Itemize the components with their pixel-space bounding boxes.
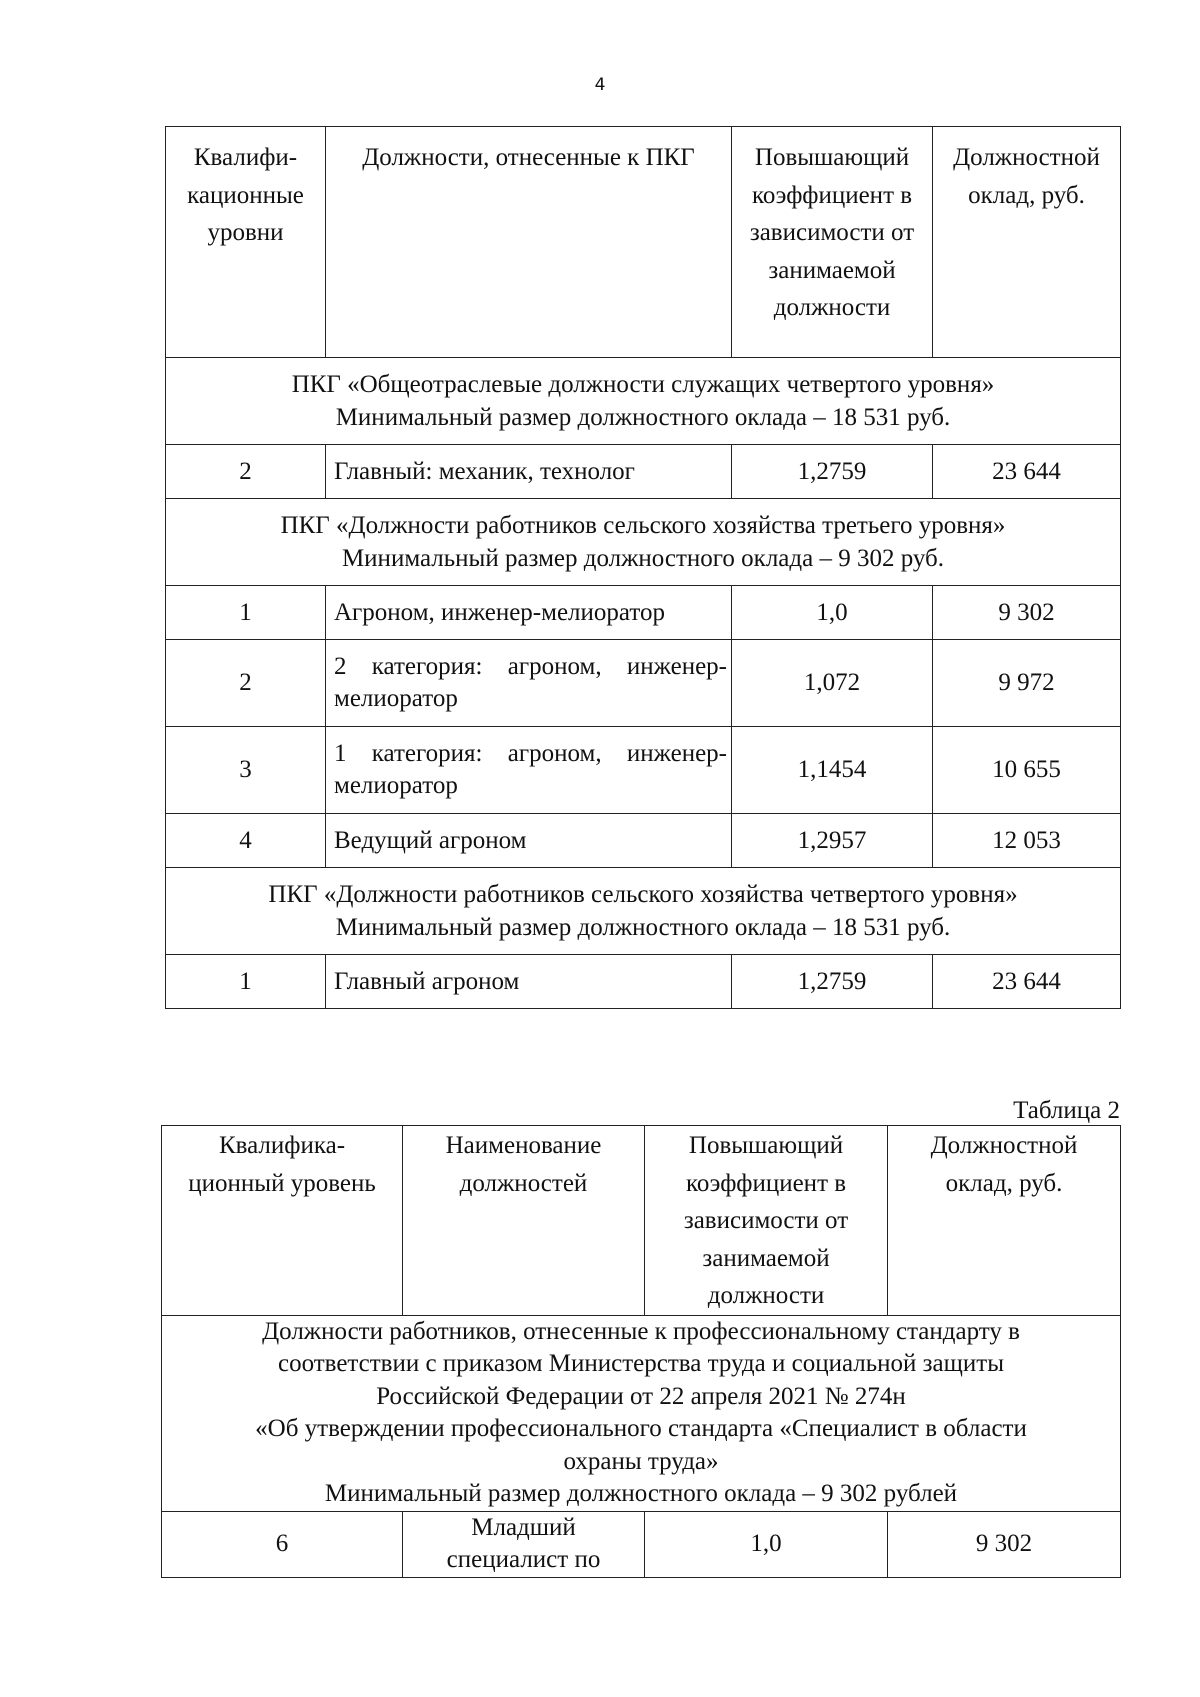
cell-salary: 23 644 bbox=[933, 445, 1121, 499]
cell-level: 6 bbox=[162, 1511, 403, 1577]
table-row bbox=[166, 586, 1121, 640]
cell-coefficient: 1,2759 bbox=[732, 955, 933, 1009]
table-row bbox=[166, 814, 1121, 868]
cell-level: 4 bbox=[166, 814, 326, 868]
cell-salary: 9 302 bbox=[933, 586, 1121, 640]
cell-coefficient: 1,2759 bbox=[732, 445, 933, 499]
cell-position: Главный агроном bbox=[326, 955, 732, 1009]
cell-position: 1 категория: агроном, инженер-мелиоратор bbox=[326, 727, 732, 814]
section-line: соответствии с приказом Министерства труда и социальной защиты bbox=[277, 1350, 1005, 1377]
cell-salary: 23 644 bbox=[933, 955, 1121, 1009]
table-2-caption: Таблица 2 bbox=[1013, 1097, 1120, 1124]
table-row bbox=[166, 727, 1121, 814]
section-line: Должности работников, отнесенные к профессиональному стандарту в bbox=[262, 1317, 1020, 1345]
cell-level: 3 bbox=[166, 727, 326, 814]
table-header-row bbox=[162, 1126, 1121, 1316]
table-1 bbox=[165, 126, 1121, 1009]
cell-salary: 12 053 bbox=[933, 814, 1121, 868]
section-line: Российской Федерации от 22 апреля 2021 № 274н bbox=[376, 1382, 906, 1410]
cell-coefficient: 1,072 bbox=[732, 640, 933, 727]
cell-salary: 10 655 bbox=[933, 727, 1121, 814]
group-min-salary: Минимальный размер должностного оклада – 9 302 руб. bbox=[341, 545, 945, 572]
table-2 bbox=[161, 1125, 1121, 1578]
section-line: Минимальный размер должностного оклада – 9 302 рублей bbox=[324, 1480, 958, 1507]
header-positions: Должности, отнесенные к ПКГ bbox=[326, 127, 732, 358]
cell-position: 2 категория: агроном, инженер-мелиоратор bbox=[326, 640, 732, 727]
group-title: ПКГ «Должности работников сельского хозяйства четвертого уровня» bbox=[268, 881, 1018, 908]
header-position-names: Наименование должностей bbox=[403, 1126, 645, 1316]
cell-salary: 9 302 bbox=[888, 1511, 1121, 1577]
page-number: 4 bbox=[594, 75, 606, 95]
group-title-cell bbox=[166, 358, 1121, 445]
cell-level: 2 bbox=[166, 640, 326, 727]
header-coefficient: Повышающий коэффициент в зависимости от занимаемой должности bbox=[645, 1126, 888, 1316]
group-header-row bbox=[166, 868, 1121, 955]
table-row bbox=[162, 1511, 1121, 1577]
table-row bbox=[166, 640, 1121, 727]
cell-coefficient: 1,0 bbox=[645, 1511, 888, 1577]
group-min-salary: Минимальный размер должностного оклада – 18 531 руб. bbox=[335, 404, 951, 431]
group-min-salary: Минимальный размер должностного оклада – 18 531 руб. bbox=[335, 914, 951, 941]
table-row bbox=[166, 445, 1121, 499]
cell-coefficient: 1,2957 bbox=[732, 814, 933, 868]
group-title-cell bbox=[166, 868, 1121, 955]
group-title: ПКГ «Должности работников сельского хозяйства третьего уровня» bbox=[280, 512, 1006, 539]
cell-level: 1 bbox=[166, 955, 326, 1009]
header-coefficient: Повышающий коэффициент в зависимости от занимаемой должности bbox=[732, 127, 933, 358]
cell-salary: 9 972 bbox=[933, 640, 1121, 727]
cell-position: Ведущий агроном bbox=[326, 814, 732, 868]
cell-level: 2 bbox=[166, 445, 326, 499]
section-line: «Об утверждении профессионального стандарта «Специалист в области bbox=[255, 1415, 1027, 1442]
header-qualification-level: Квалифика- ционный уровень bbox=[162, 1126, 403, 1316]
group-title-cell bbox=[166, 499, 1121, 586]
group-header-row bbox=[166, 358, 1121, 445]
section-row bbox=[162, 1315, 1121, 1511]
table-row bbox=[166, 955, 1121, 1009]
header-salary: Должностной оклад, руб. bbox=[933, 127, 1121, 358]
cell-position: Младший специалист по bbox=[403, 1511, 645, 1577]
section-cell bbox=[162, 1315, 1121, 1511]
cell-coefficient: 1,1454 bbox=[732, 727, 933, 814]
table-header-row bbox=[166, 127, 1121, 358]
group-title: ПКГ «Общеотраслевые должности служащих четвертого уровня» bbox=[291, 371, 995, 398]
header-salary: Должностной оклад, руб. bbox=[888, 1126, 1121, 1316]
cell-coefficient: 1,0 bbox=[732, 586, 933, 640]
section-line: охраны труда» bbox=[563, 1447, 719, 1475]
cell-position: Главный: механик, технолог bbox=[326, 445, 732, 499]
group-header-row bbox=[166, 499, 1121, 586]
cell-level: 1 bbox=[166, 586, 326, 640]
cell-position: Агроном, инженер-мелиоратор bbox=[326, 586, 732, 640]
header-qualification-levels: Квалифи- кационные уровни bbox=[166, 127, 326, 358]
